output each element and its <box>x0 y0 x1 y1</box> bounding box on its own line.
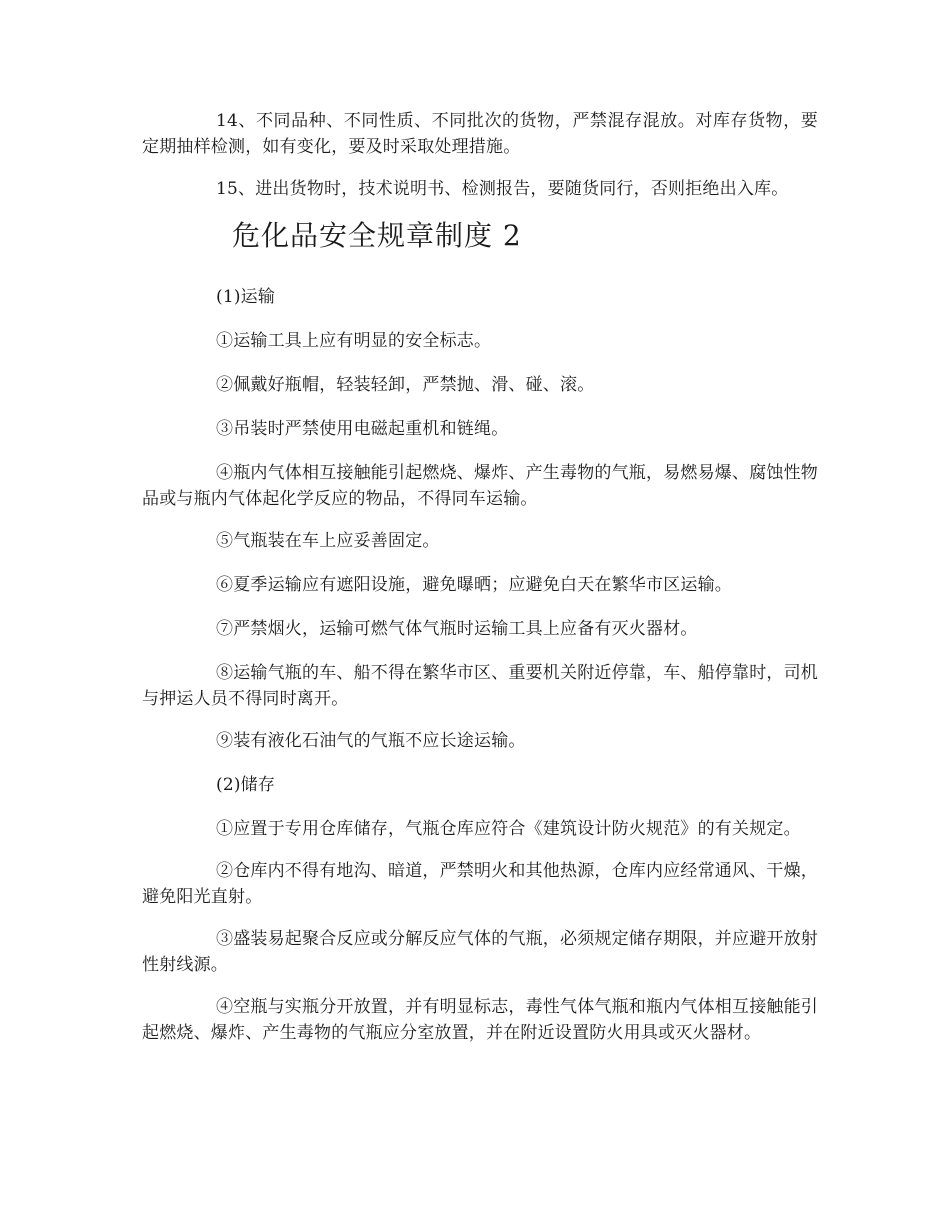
section-title: 危化品安全规章制度 2 <box>232 219 522 252</box>
transport-item-7: ⑦严禁烟火，运输可燃气体气瓶时运输工具上应备有灭火器材。 <box>216 619 698 639</box>
transport-item-2: ②佩戴好瓶帽，轻装轻卸，严禁抛、滑、碰、滚。 <box>216 375 595 395</box>
transport-heading: (1)运输 <box>216 287 276 307</box>
transport-item-8: ⑧运输气瓶的车、船不得在繁华市区、重要机关附近停靠，车、船停靠时，司机与押运人员不得同时离开。 <box>142 663 818 709</box>
transport-item-4: ④瓶内气体相互接触能引起燃烧、爆炸、产生毒物的气瓶，易燃易爆、腐蚀性物品或与瓶内气体起化学反应的物品，不得同车运输。 <box>142 463 818 509</box>
transport-item-5: ⑤气瓶装在车上应妥善固定。 <box>216 531 440 551</box>
transport-item-6: ⑥夏季运输应有遮阳设施，避免曝晒；应避免白天在繁华市区运输。 <box>216 575 732 595</box>
storage-item-2: ②仓库内不得有地沟、暗道，严禁明火和其他热源，仓库内应经常通风、干燥，避免阳光直射。 <box>142 861 818 907</box>
storage-item-4: ④空瓶与实瓶分开放置，并有明显标志，毒性气体气瓶和瓶内气体相互接触能引起燃烧、爆炸、产生毒物的气瓶应分室放置，并在附近设置防火用具或灭火器材。 <box>142 997 818 1043</box>
transport-item-1: ①运输工具上应有明显的安全标志。 <box>216 331 492 351</box>
transport-item-9: ⑨装有液化石油气的气瓶不应长途运输。 <box>216 731 526 751</box>
storage-heading: (2)储存 <box>216 775 276 795</box>
paragraph-item-14: 14、不同品种、不同性质、不同批次的货物，严禁混存混放。对库存货物，要定期抽样检测，如有变化，要及时采取处理措施。 <box>142 111 818 157</box>
storage-item-3: ③盛装易起聚合反应或分解反应气体的气瓶，必须规定储存期限，并应避开放射性射线源。 <box>142 929 818 975</box>
transport-item-3: ③吊装时严禁使用电磁起重机和链绳。 <box>216 419 509 439</box>
storage-item-1: ①应置于专用仓库储存，气瓶仓库应符合《建筑设计防火规范》的有关规定。 <box>216 819 801 839</box>
document-page <box>142 108 818 1062</box>
paragraph-item-15: 15、进出货物时，技术说明书、检测报告，要随货同行，否则拒绝出入库。 <box>216 179 789 199</box>
